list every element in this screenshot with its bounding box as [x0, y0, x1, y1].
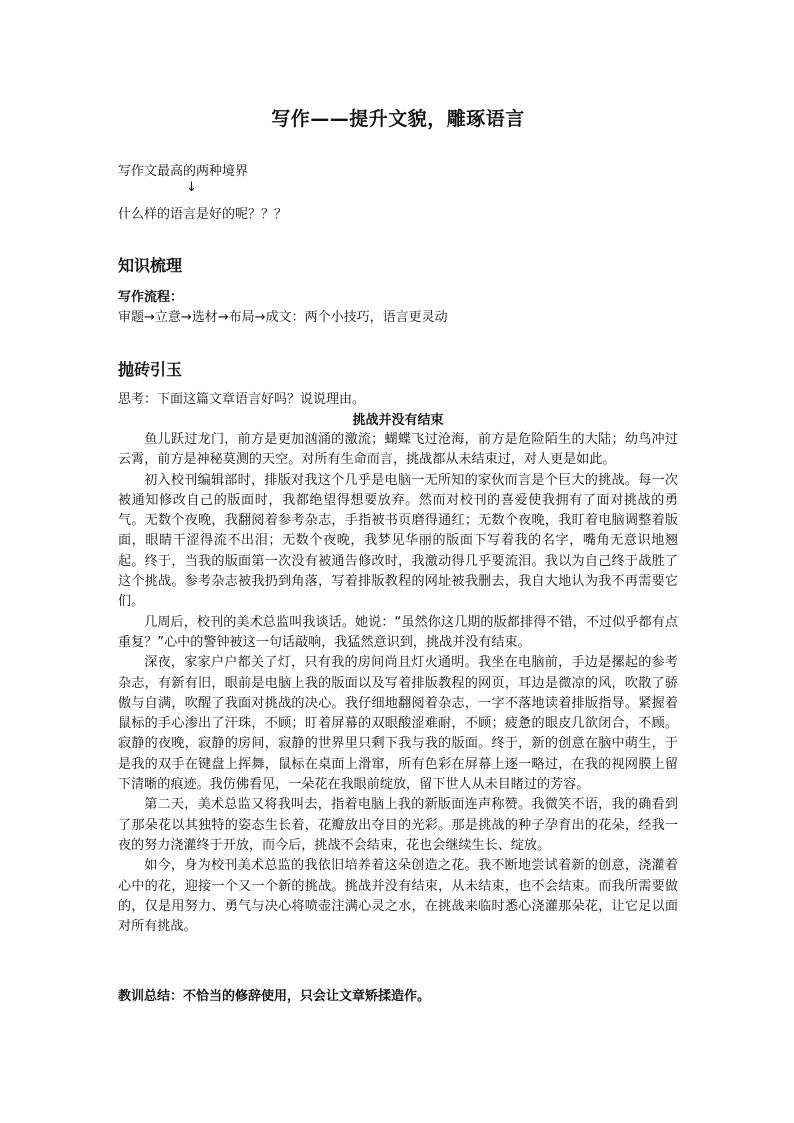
essay-paragraph: 第二天，美术总监又将我叫去，指着电脑上我的新版面连声称赞。我微笑不语，我的确看到了那朵花以其独特的姿态生长着，花瓣放出夺目的光彩。那是挑战的种子孕育出的花朵，经我一夜的努力浇灌终于开放，而今后，挑战不会结束，花也会继续生长、绽放。: [118, 797, 678, 853]
flow-text: 审题→立意→选材→布局→成文：两个小技巧，语言更灵动: [118, 310, 448, 325]
flow-label: 写作流程：: [118, 290, 184, 305]
lesson-summary: 教训总结：不恰当的修辞使用，只会让文章矫揉造作。: [118, 989, 431, 1004]
down-arrow-icon: ↓: [186, 180, 197, 195]
essay-title: 挑战并没有结束: [352, 413, 444, 428]
essay-body: [118, 430, 678, 937]
essay-paragraph: 如今，身为校刊美术总监的我依旧培养着这朵创造之花。我不断地尝试着新的创意，浇灌着心中的花，迎接一个又一个新的挑战。挑战并没有结束，从未结束，也不会结束。而我所需要做的，仅是用努力、勇气与决心将喷壶注满心灵之水，在挑战来临时悉心浇灌那朵花，让它足以面对所有挑战。: [118, 858, 678, 935]
intro-line-1: 写作文最高的两种境界: [118, 164, 249, 179]
essay-paragraph: 鱼儿跃过龙门，前方是更加汹涌的激流；蝴蝶飞过沧海，前方是危险陌生的大陆；幼鸟冲过云霄，前方是神秘莫测的天空。对所有生命而言，挑战都从未结束过，对人更是如此。: [118, 432, 678, 468]
intro-line-2: 什么样的语言是好的呢？？？: [118, 207, 288, 222]
essay-paragraph: 初入校刊编辑部时，排版对我这个几乎是电脑一无所知的家伙而言是个巨大的挑战。每一次被通知修改自己的版面时，我都绝望得想要放弃。然而对校刊的喜爱使我拥有了面对挑战的勇气。无数个夜晚，我翻阅着参考杂志，手指被书页磨得通红；无数个夜晚，我盯着电脑调整着版面，眼睛干涩得流不出泪；无数个夜晚，我梦见华丽的版面下写着我的名字，嘴角无意识地翘起。终于，当我的版面第一次没有被通告修改时，我激动得几乎要流泪。我以为自己终于战胜了这个挑战。参考杂志被我扔到角落，写着排版教程的网址被我删去，我自大地认为我不再需要它们。: [118, 472, 678, 610]
think-prompt: 思考：下面这篇文章语言好吗？说说理由。: [118, 392, 366, 407]
essay-paragraph: 几周后，校刊的美术总监叫我谈话。她说：“虽然你这几期的版都排得不错，不过似乎都有点重复？”心中的警钟被这一句话敲响，我猛然意识到，挑战并没有结束。: [118, 614, 678, 650]
page-title: 写作——提升文貌，雕琢语言: [271, 108, 525, 130]
section-heading-knowledge: 知识梳理: [118, 256, 183, 275]
essay-paragraph: 深夜，家家户户都关了灯，只有我的房间尚且灯火通明。我坐在电脑前，手边是摞起的参考杂志，有新有旧，眼前是电脑上我的版面以及写着排版教程的网页，耳边是微凉的风，吹散了骄傲与自满，吹醒了我面对挑战的决心。我仔细地翻阅着杂志，一字不落地读着排版指导。紧握着鼠标的手心渗出了汗珠，不顾；盯着屏幕的双眼酸涩难耐，不顾；疲惫的眼皮几欲闭合，不顾。寂静的夜晚，寂静的房间，寂静的世界里只剩下我与我的版面。终于，新的创意在脑中萌生，于是我的双手在键盘上挥舞，鼠标在桌面上滑窜，所有色彩在屏幕上逐一略过，在我的视网膜上留下清晰的痕迹。我仿佛看见，一朵花在我眼前绽放，留下世人从未目睹过的芳容。: [118, 655, 678, 793]
section-heading-example: 抛砖引玉: [118, 360, 183, 379]
